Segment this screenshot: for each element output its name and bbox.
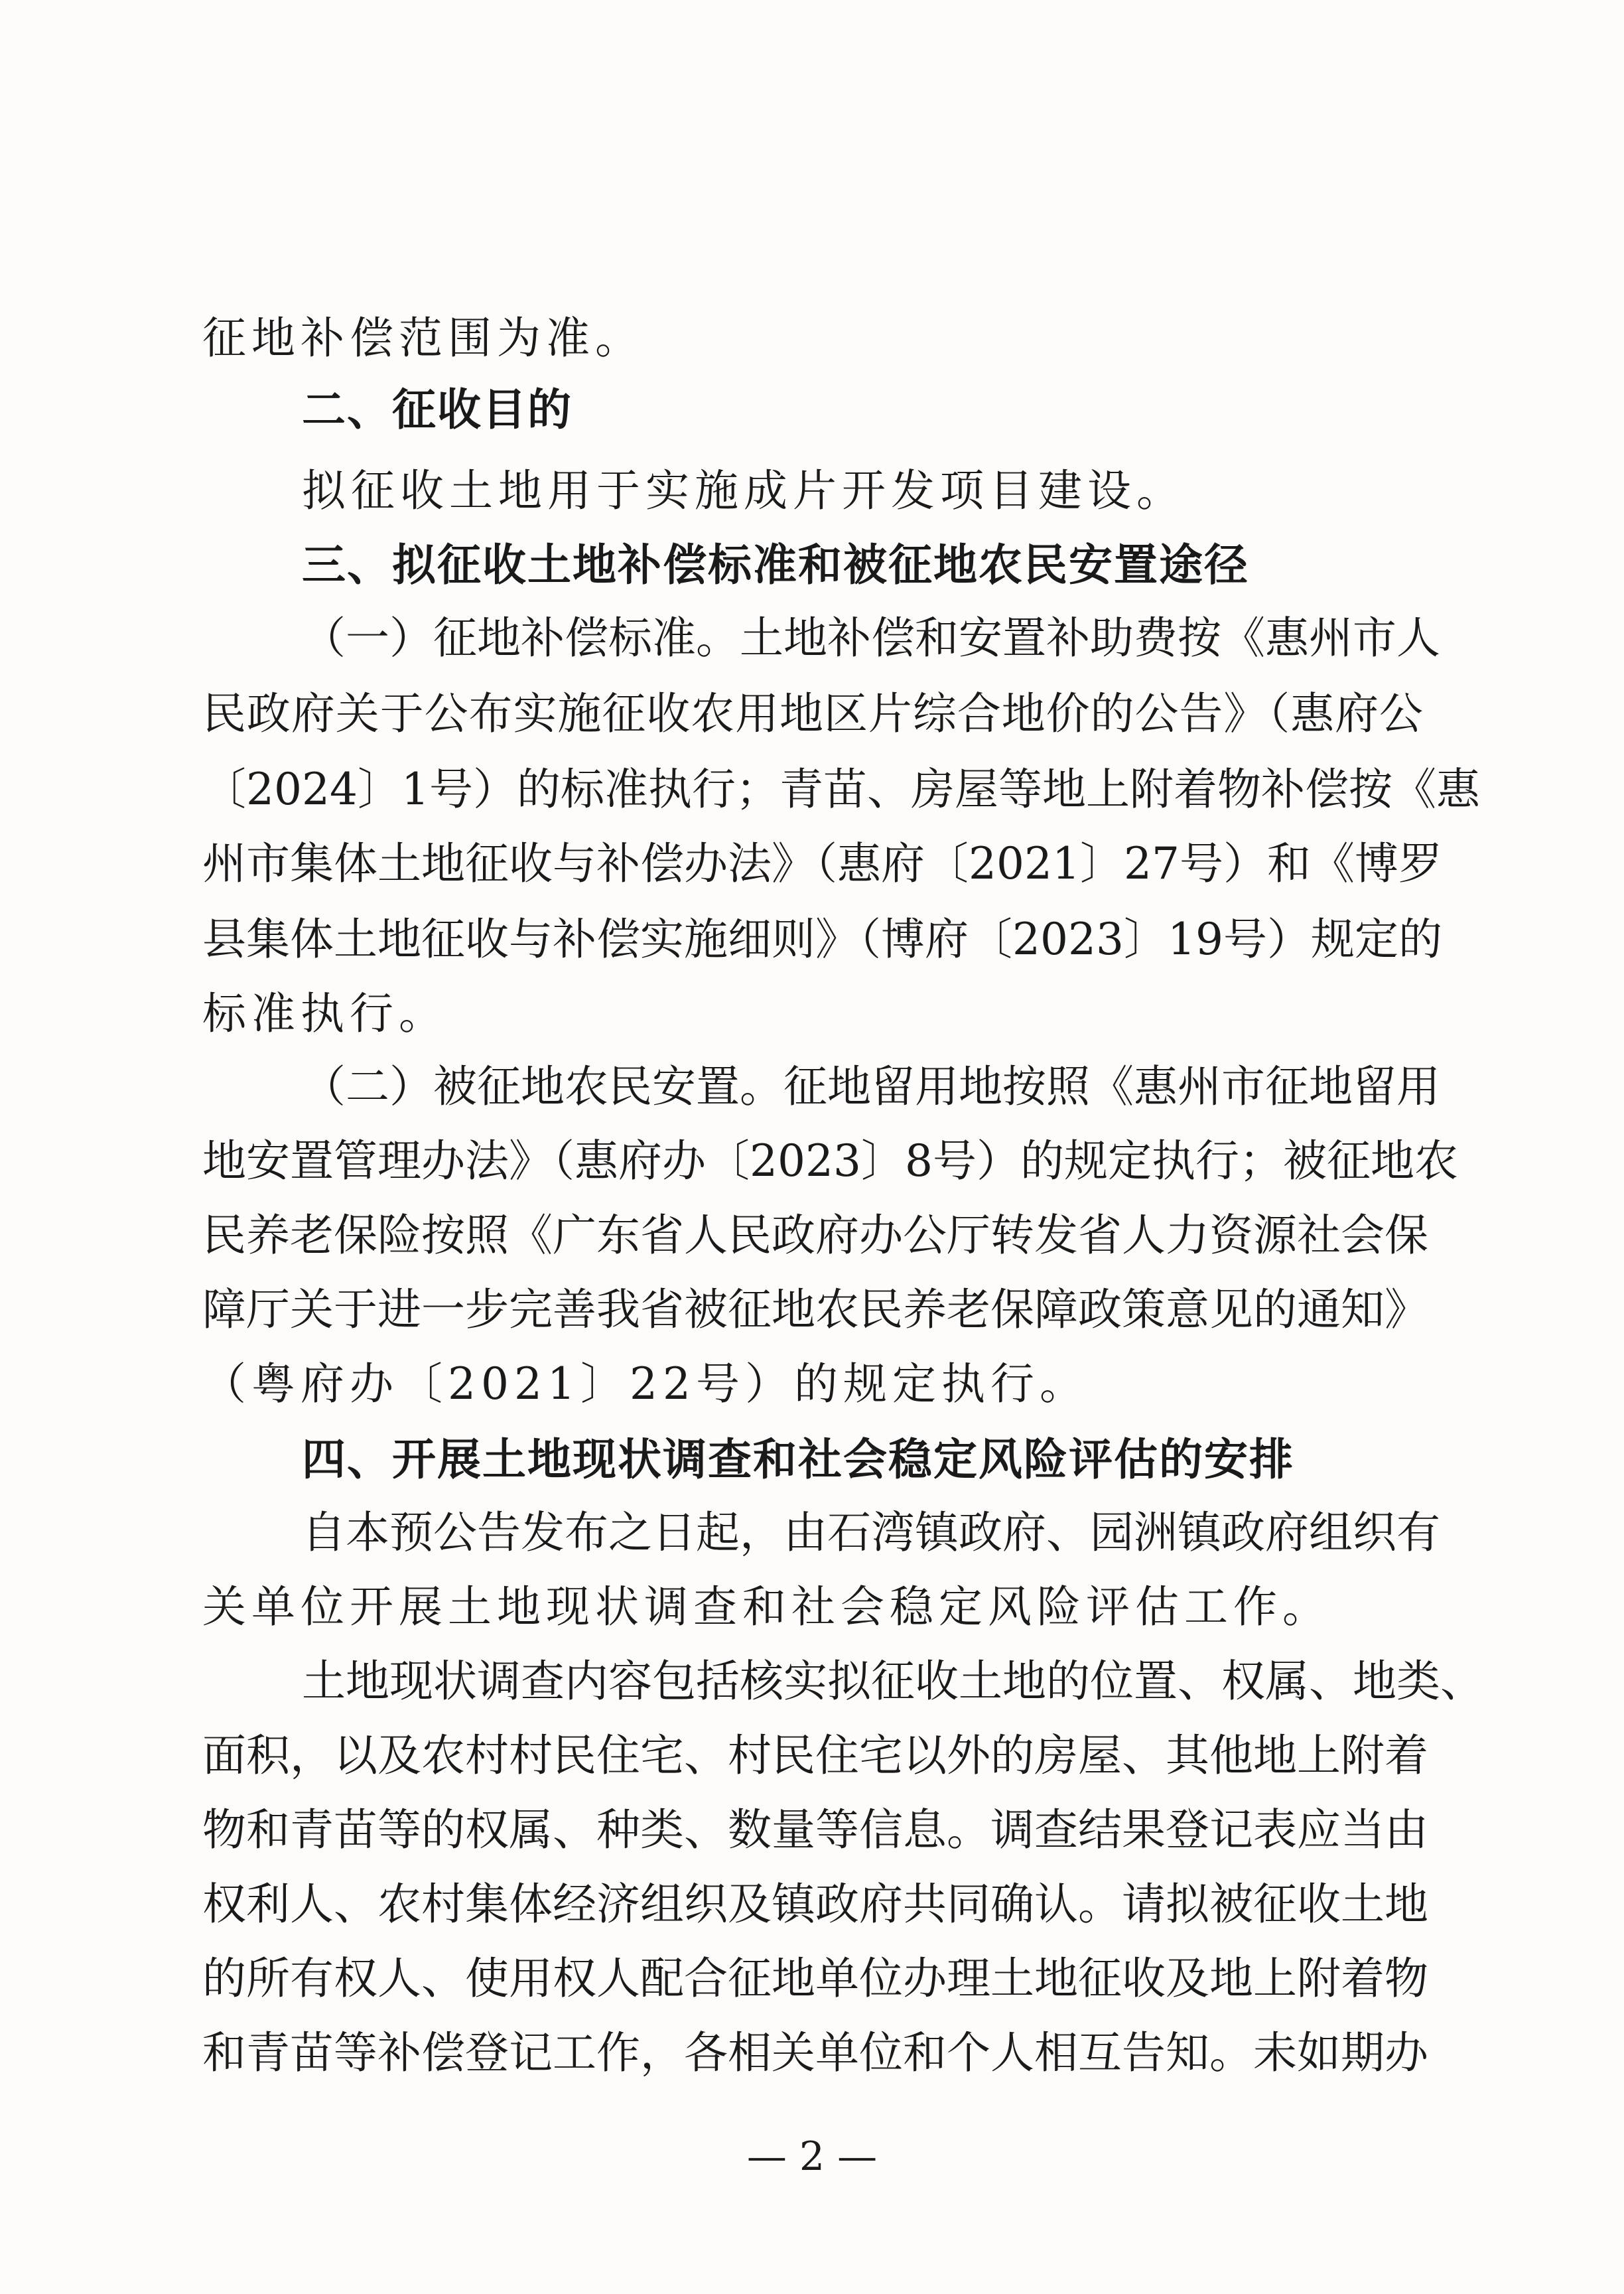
paragraph-line: （一）征地补偿标准。土地补偿和安置补助费按《惠州市人 <box>302 612 1440 664</box>
paragraph-line: 州市集体土地征收与补偿办法》（惠府〔2021〕27号）和《博罗 <box>202 838 1442 889</box>
paragraph-line: 的所有权人、使用权人配合征地单位办理土地征收及地上附着物 <box>202 1953 1428 2004</box>
section-heading-purpose: 二、征收目的 <box>302 384 573 435</box>
paragraph-line: 面积，以及农村村民住宅、村民住宅以外的房屋、其他地上附着 <box>202 1730 1428 1781</box>
paragraph-line: 和青苗等补偿登记工作，各相关单位和个人相互告知。未如期办 <box>202 2027 1428 2078</box>
section-heading-survey: 四、开展土地现状调查和社会稳定风险评估的安排 <box>302 1434 1294 1485</box>
paragraph-line: 征地补偿范围为准。 <box>202 313 644 364</box>
paragraph-line: 地安置管理办法》（惠府办〔2023〕8号）的规定执行；被征地农 <box>202 1135 1458 1186</box>
paragraph-line: 民政府关于公布实施征收农用地区片综合地价的公告》（惠府公 <box>202 688 1423 739</box>
paragraph-line: 标准执行。 <box>202 988 448 1039</box>
paragraph-line: 县集体土地征收与补偿实施细则》（博府〔2023〕19号）规定的 <box>202 914 1442 965</box>
paragraph-line: 障厅关于进一步完善我省被征地农民养老保障政策意见的通知》 <box>202 1284 1428 1335</box>
paragraph-line: （粤府办〔2021〕22号）的规定执行。 <box>202 1358 1089 1409</box>
paragraph-line: 物和青苗等的权属、种类、数量等信息。调查结果登记表应当由 <box>202 1804 1428 1855</box>
paragraph-line: （二）被征地农民安置。征地留用地按照《惠州市征地留用 <box>302 1061 1440 1112</box>
paragraph-line: 拟征收土地用于实施成片开发项目建设。 <box>302 465 1185 516</box>
page-number: — 2 — <box>746 2133 878 2180</box>
paragraph-line: 关单位开展土地现状调查和社会稳定风险评估工作。 <box>202 1581 1331 1632</box>
paragraph-line: 自本预公告发布之日起，由石湾镇政府、园洲镇政府组织有 <box>302 1507 1440 1558</box>
paragraph-line: 权利人、农村集体经济组织及镇政府共同确认。请拟被征收土地 <box>202 1879 1428 1930</box>
paragraph-line: 〔2024〕1号）的标准执行；青苗、房屋等地上附着物补偿按《惠 <box>202 764 1480 815</box>
paragraph-line: 民养老保险按照《广东省人民政府办公厅转发省人力资源社会保 <box>202 1210 1428 1261</box>
paragraph-line: 土地现状调查内容包括核实拟征收土地的位置、权属、地类、 <box>302 1656 1484 1707</box>
section-heading-compensation: 三、拟征收土地补偿标准和被征地农民安置途径 <box>302 539 1249 591</box>
